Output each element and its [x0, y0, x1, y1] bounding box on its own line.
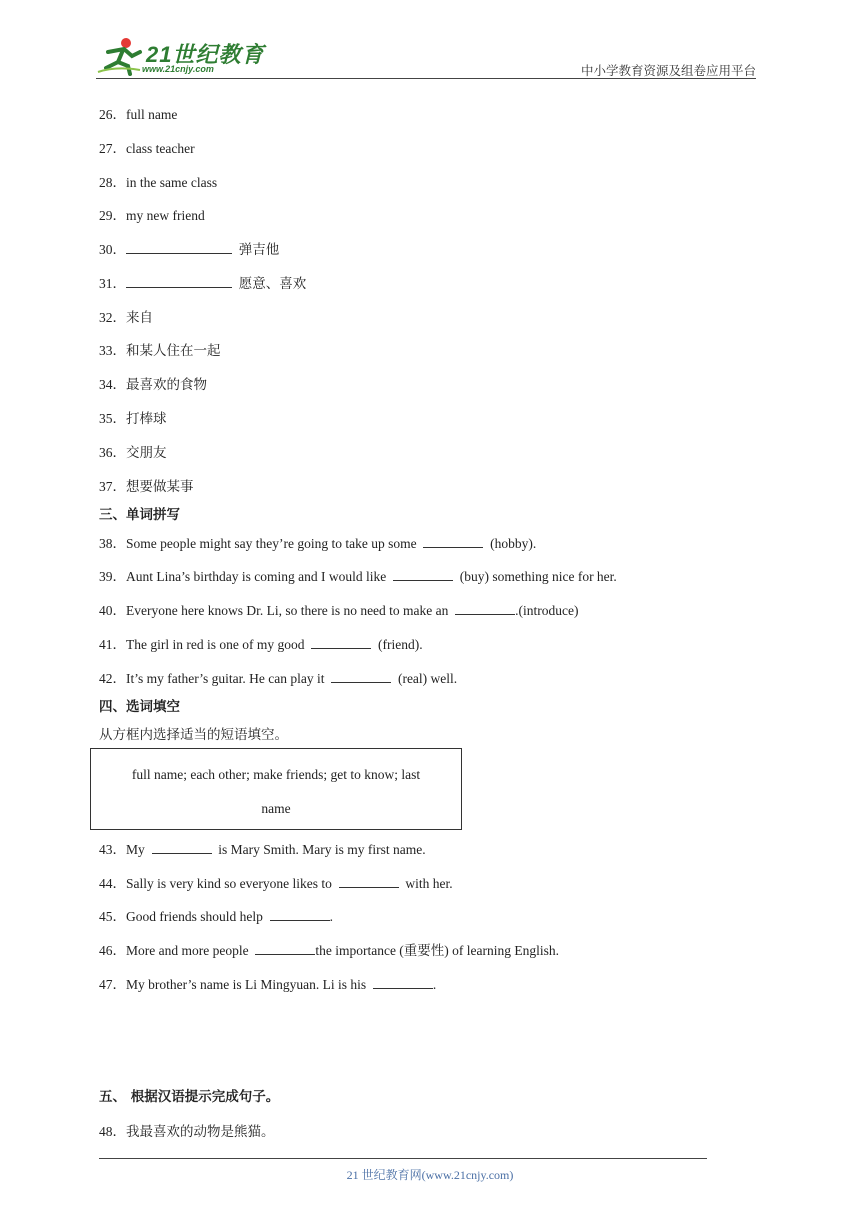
question-text: My [126, 842, 145, 857]
runner-logo-icon [96, 36, 144, 76]
question-text: Sally is very kind so everyone likes to [126, 876, 332, 891]
question-text-after: the importance (重要性) of learning English. [315, 943, 560, 958]
question-number: 47． [99, 977, 126, 992]
question-29 [99, 207, 205, 225]
question-text-after: .(introduce) [515, 603, 579, 618]
question-27 [99, 140, 195, 158]
question-45 [99, 908, 333, 926]
question-text-after: . [329, 909, 333, 924]
footer-divider [99, 1158, 707, 1159]
question-text: More and more people [126, 943, 249, 958]
site-logo[interactable] [96, 34, 266, 78]
question-text-after: (hobby). [490, 536, 537, 551]
question-40 [99, 602, 579, 620]
question-number: 43． [99, 842, 126, 857]
question-text: Everyone here knows Dr. Li, so there is no need to make an [126, 603, 449, 618]
question-46 [99, 942, 559, 960]
question-text: Some people might say they’re going to take up some [126, 536, 417, 551]
question-text: 我最喜欢的动物是熊猫。 [126, 1124, 275, 1139]
question-text: 弹吉他 [238, 242, 280, 257]
question-number: 44． [99, 876, 126, 891]
question-text: 最喜欢的食物 [126, 377, 207, 392]
section-title-word-choice: 四、选词填空 [99, 699, 180, 715]
question-text: My brother’s name is Li Mingyuan. Li is his [126, 977, 367, 992]
question-number: 46． [99, 943, 126, 958]
question-number: 31． [99, 276, 126, 291]
question-text: It’s my father’s guitar. He can play it [126, 671, 325, 686]
answer-blank[interactable] [152, 841, 212, 854]
question-41 [99, 636, 423, 654]
question-text: full name [126, 107, 178, 122]
question-number: 33． [99, 343, 126, 358]
question-number: 34． [99, 377, 126, 392]
question-number: 26． [99, 107, 126, 122]
section-title-complete-sentences: 五、 根据汉语提示完成句子。 [99, 1089, 280, 1105]
answer-blank[interactable] [270, 908, 330, 921]
header-divider [96, 78, 756, 79]
question-number: 37． [99, 479, 126, 494]
question-text: Aunt Lina’s birthday is coming and I would like [126, 569, 387, 584]
question-34 [99, 376, 207, 394]
question-number: 48． [99, 1124, 126, 1139]
question-text-after: with her. [405, 876, 453, 891]
question-text: 和某人住在一起 [126, 343, 221, 358]
question-text: Good friends should help [126, 909, 263, 924]
question-44 [99, 875, 453, 893]
question-47 [99, 976, 436, 994]
question-number: 35． [99, 411, 126, 426]
question-42 [99, 670, 457, 688]
question-number: 32． [99, 310, 126, 325]
answer-blank[interactable] [393, 568, 453, 581]
question-text: 交朋友 [126, 445, 167, 460]
answer-blank[interactable] [255, 942, 315, 955]
word-bank-line-2: name [261, 801, 291, 816]
question-38 [99, 535, 536, 553]
question-text: class teacher [126, 141, 195, 156]
answer-blank[interactable] [423, 535, 483, 548]
answer-blank[interactable] [311, 636, 371, 649]
question-number: 28． [99, 175, 126, 190]
answer-blank[interactable] [126, 275, 232, 288]
footer-link[interactable]: 21 世纪教育网(www.21cnjy.com) [346, 1168, 514, 1182]
question-text-after: is Mary Smith. Mary is my first name. [218, 842, 426, 857]
header-platform-text: 中小学教育资源及组卷应用平台 [580, 63, 756, 78]
question-text: 打棒球 [126, 411, 167, 426]
question-number: 29． [99, 208, 126, 223]
question-31 [99, 275, 306, 293]
question-number: 40． [99, 603, 126, 618]
question-number: 38． [99, 536, 126, 551]
question-26 [99, 106, 177, 124]
word-bank-line-1: full name; each other; make friends; get to know; last [131, 767, 421, 782]
question-number: 27． [99, 141, 126, 156]
question-text: The girl in red is one of my good [126, 637, 305, 652]
question-43 [99, 841, 426, 859]
question-text: in the same class [126, 175, 218, 190]
question-text: 来自 [126, 310, 153, 325]
question-36 [99, 444, 167, 462]
answer-blank[interactable] [339, 875, 399, 888]
logo-text: 21世纪教育 [146, 42, 265, 67]
answer-blank[interactable] [373, 976, 433, 989]
question-39 [99, 568, 617, 586]
question-35 [99, 410, 167, 428]
question-number: 45． [99, 909, 126, 924]
question-text: 想要做某事 [126, 479, 194, 494]
question-48 [99, 1123, 275, 1141]
question-number: 30． [99, 242, 126, 257]
answer-blank[interactable] [331, 670, 391, 683]
page-header [96, 34, 756, 82]
question-number: 42． [99, 671, 126, 686]
question-32 [99, 309, 153, 327]
question-number: 36． [99, 445, 126, 460]
question-text-after: . [432, 977, 437, 992]
question-37 [99, 478, 194, 496]
section-instruction: 从方框内选择适当的短语填空。 [99, 727, 288, 742]
answer-blank[interactable] [455, 602, 515, 615]
question-text-after: (real) well. [397, 671, 458, 686]
question-33 [99, 342, 221, 360]
word-bank-box [90, 748, 462, 830]
section-title-spelling: 三、单词拼写 [99, 507, 180, 523]
question-number: 41． [99, 637, 126, 652]
question-text-after: (buy) something nice for her. [459, 569, 617, 584]
logo-url: www.21cnjy.com [142, 64, 214, 74]
question-text: my new friend [126, 208, 205, 223]
question-text-after: (friend). [377, 637, 423, 652]
answer-blank[interactable] [126, 241, 232, 254]
question-30 [99, 241, 279, 259]
question-text: 愿意、喜欢 [238, 276, 307, 291]
question-28 [99, 174, 217, 192]
question-number: 39． [99, 569, 126, 584]
